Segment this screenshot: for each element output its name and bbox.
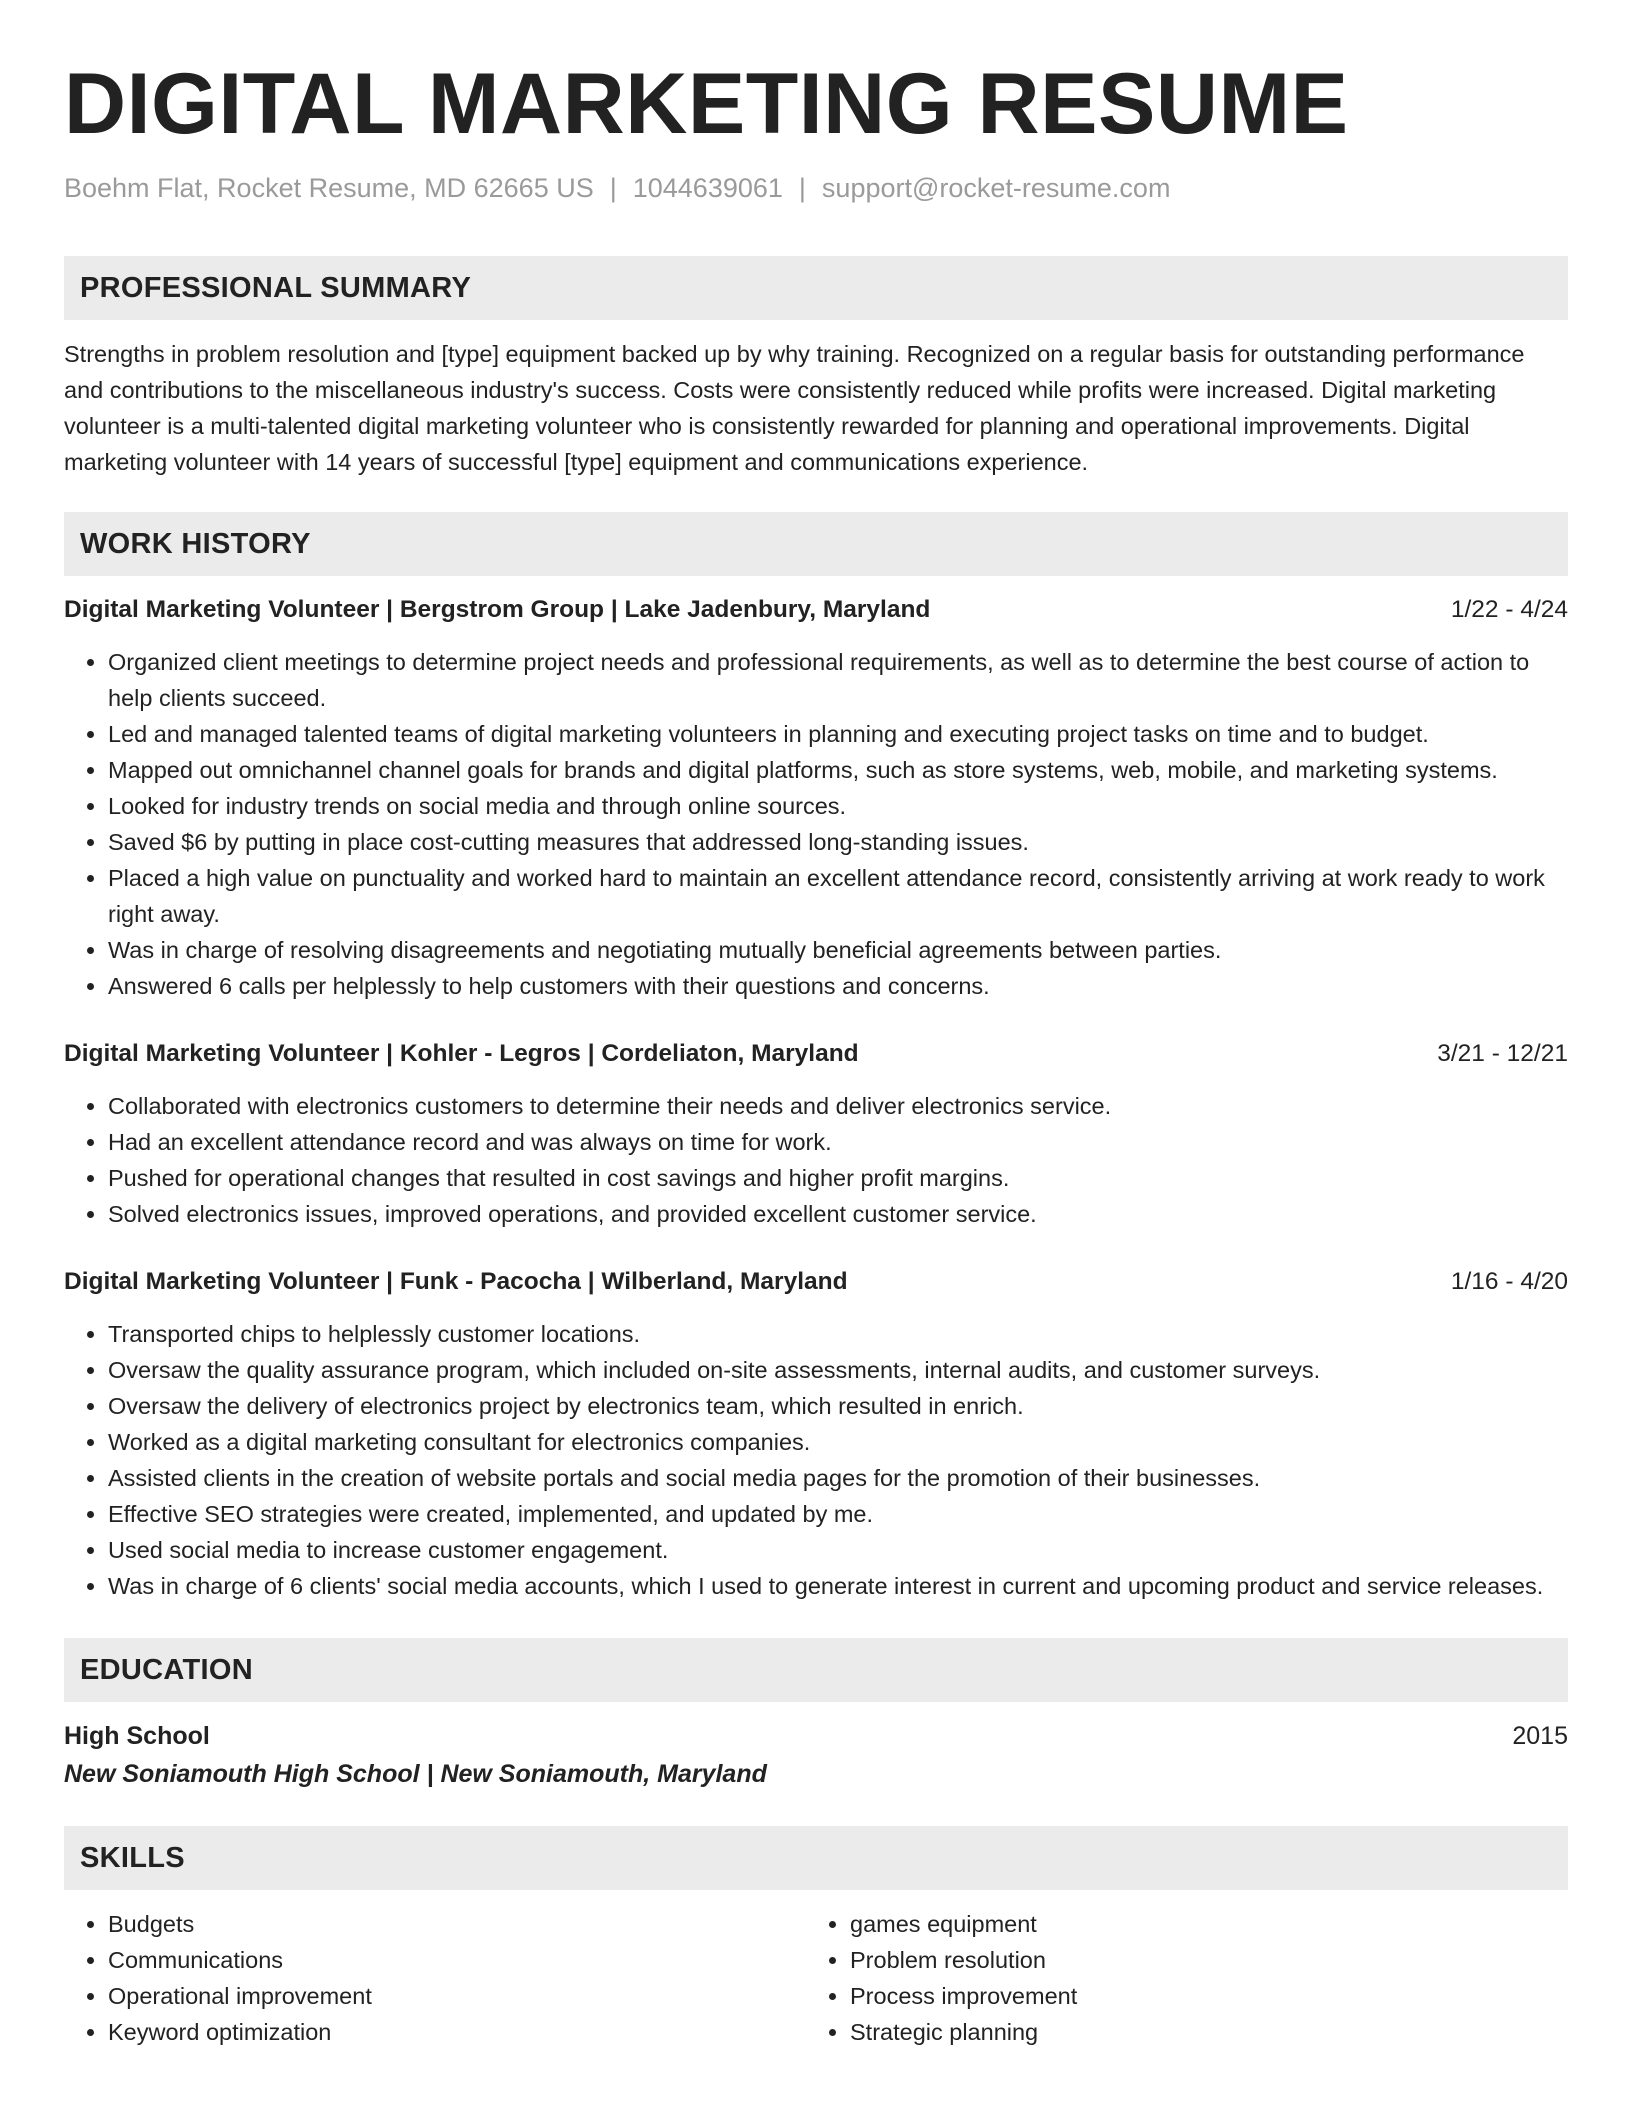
skill-item: • games equipment: [850, 1906, 1548, 1942]
skill-item: • Operational improvement: [108, 1978, 806, 2014]
job-dates: 1/16 - 4/20: [1450, 1268, 1568, 1295]
job-bullet: • Was in charge of resolving disagreements and negotiating mutually beneficial agreements between parties.: [108, 932, 1568, 968]
job-bullet: • Effective SEO strategies were created, implemented, and updated by me.: [108, 1496, 1568, 1532]
summary-text: Strengths in problem resolution and [type] equipment backed up by why training. Recognized on a regular basis for outstanding performance and contributions to the miscellaneous industry's success. Costs were consistently reduced while profits were increased. Digital marketing volunteer is a multi-talented digital marketing volunteer who is consistently rewarded for planning and operational improvements. Digital marketing volunteer with 14 years of successful [type] equipment and communications experience.: [64, 341, 1525, 475]
contact-phone: 1044639061: [632, 173, 783, 203]
job-bullets: [64, 1088, 1568, 1232]
job-entry: [64, 592, 1568, 1004]
job-header: [64, 592, 1568, 628]
job-bullet: • Used social media to increase customer engagement.: [108, 1532, 1568, 1568]
education-year: 2015: [1512, 1722, 1568, 1750]
skill-item: • Strategic planning: [850, 2014, 1548, 2050]
job-bullet: • Had an excellent attendance record and was always on time for work.: [108, 1124, 1568, 1160]
job-bullet: • Looked for industry trends on social media and through online sources.: [108, 788, 1568, 824]
job-title: Digital Marketing Volunteer | Funk - Pacocha | Wilberland, Maryland: [64, 1268, 848, 1295]
skill-item: • Process improvement: [850, 1978, 1548, 2014]
contact-separator: |: [609, 173, 617, 203]
skills-column-left: [64, 1906, 806, 2050]
job-bullet: • Transported chips to helplessly customer locations.: [108, 1316, 1568, 1352]
job-title: Digital Marketing Volunteer | Kohler - Legros | Cordeliaton, Maryland: [64, 1040, 859, 1067]
resume-title: DIGITAL MARKETING RESUME: [64, 56, 1349, 152]
job-bullet: • Saved $6 by putting in place cost-cutting measures that addressed long-standing issues.: [108, 824, 1568, 860]
skills-list: [64, 1906, 1568, 2050]
contact-email: support@rocket-resume.com: [821, 173, 1171, 203]
job-bullet: • Was in charge of 6 clients' social media accounts, which I used to generate interest in current and upcoming product and service releases.: [108, 1568, 1568, 1604]
job-bullet: • Oversaw the delivery of electronics project by electronics team, which resulted in enrich.: [108, 1388, 1568, 1424]
contact-address: Boehm Flat, Rocket Resume, MD 62665 US: [64, 173, 594, 203]
education-header: [64, 1718, 1568, 1754]
education-school: New Soniamouth High School | New Soniamouth, Maryland: [64, 1760, 767, 1788]
contact-line: [64, 170, 1568, 206]
skill-item: • Keyword optimization: [108, 2014, 806, 2050]
contact-separator: |: [798, 173, 806, 203]
job-entry: [64, 1036, 1568, 1232]
job-bullet: • Answered 6 calls per helplessly to help customers with their questions and concerns.: [108, 968, 1568, 1004]
job-bullet: • Collaborated with electronics customers to determine their needs and deliver electronics service.: [108, 1088, 1568, 1124]
job-bullet: • Solved electronics issues, improved operations, and provided excellent customer service.: [108, 1196, 1568, 1232]
job-dates: 3/21 - 12/21: [1437, 1040, 1568, 1067]
skill-item: • Problem resolution: [850, 1942, 1548, 1978]
resume-page: [64, 0, 1568, 2050]
section-heading-skills: SKILLS: [64, 1826, 1568, 1890]
job-bullet: • Worked as a digital marketing consultant for electronics companies.: [108, 1424, 1568, 1460]
skill-item: • Communications: [108, 1942, 806, 1978]
job-bullets: [64, 1316, 1568, 1604]
education-degree: High School: [64, 1722, 210, 1750]
job-bullet: • Led and managed talented teams of digital marketing volunteers in planning and executing project tasks on time and to budget.: [108, 716, 1568, 752]
section-heading-summary: PROFESSIONAL SUMMARY: [64, 256, 1568, 320]
job-bullet: • Placed a high value on punctuality and worked hard to maintain an excellent attendance record, consistently arriving at work ready to work right away.: [108, 860, 1568, 932]
job-bullet: • Mapped out omnichannel channel goals for brands and digital platforms, such as store systems, web, mobile, and marketing systems.: [108, 752, 1568, 788]
job-header: [64, 1264, 1568, 1300]
job-bullet: • Pushed for operational changes that resulted in cost savings and higher profit margins.: [108, 1160, 1568, 1196]
skills-column-right: [806, 1906, 1548, 2050]
job-bullet: • Assisted clients in the creation of website portals and social media pages for the promotion of their businesses.: [108, 1460, 1568, 1496]
skill-item: • Budgets: [108, 1906, 806, 1942]
section-heading-work-history: WORK HISTORY: [64, 512, 1568, 576]
job-dates: 1/22 - 4/24: [1450, 596, 1568, 623]
job-header: [64, 1036, 1568, 1072]
job-title: Digital Marketing Volunteer | Bergstrom Group | Lake Jadenbury, Maryland: [64, 596, 931, 623]
job-bullet: • Organized client meetings to determine project needs and professional requirements, as well as to determine the best course of action to help clients succeed.: [108, 644, 1568, 716]
job-bullets: [64, 644, 1568, 1004]
job-entry: [64, 1264, 1568, 1604]
section-heading-education: EDUCATION: [64, 1638, 1568, 1702]
job-bullet: • Oversaw the quality assurance program, which included on-site assessments, internal audits, and customer surveys.: [108, 1352, 1568, 1388]
